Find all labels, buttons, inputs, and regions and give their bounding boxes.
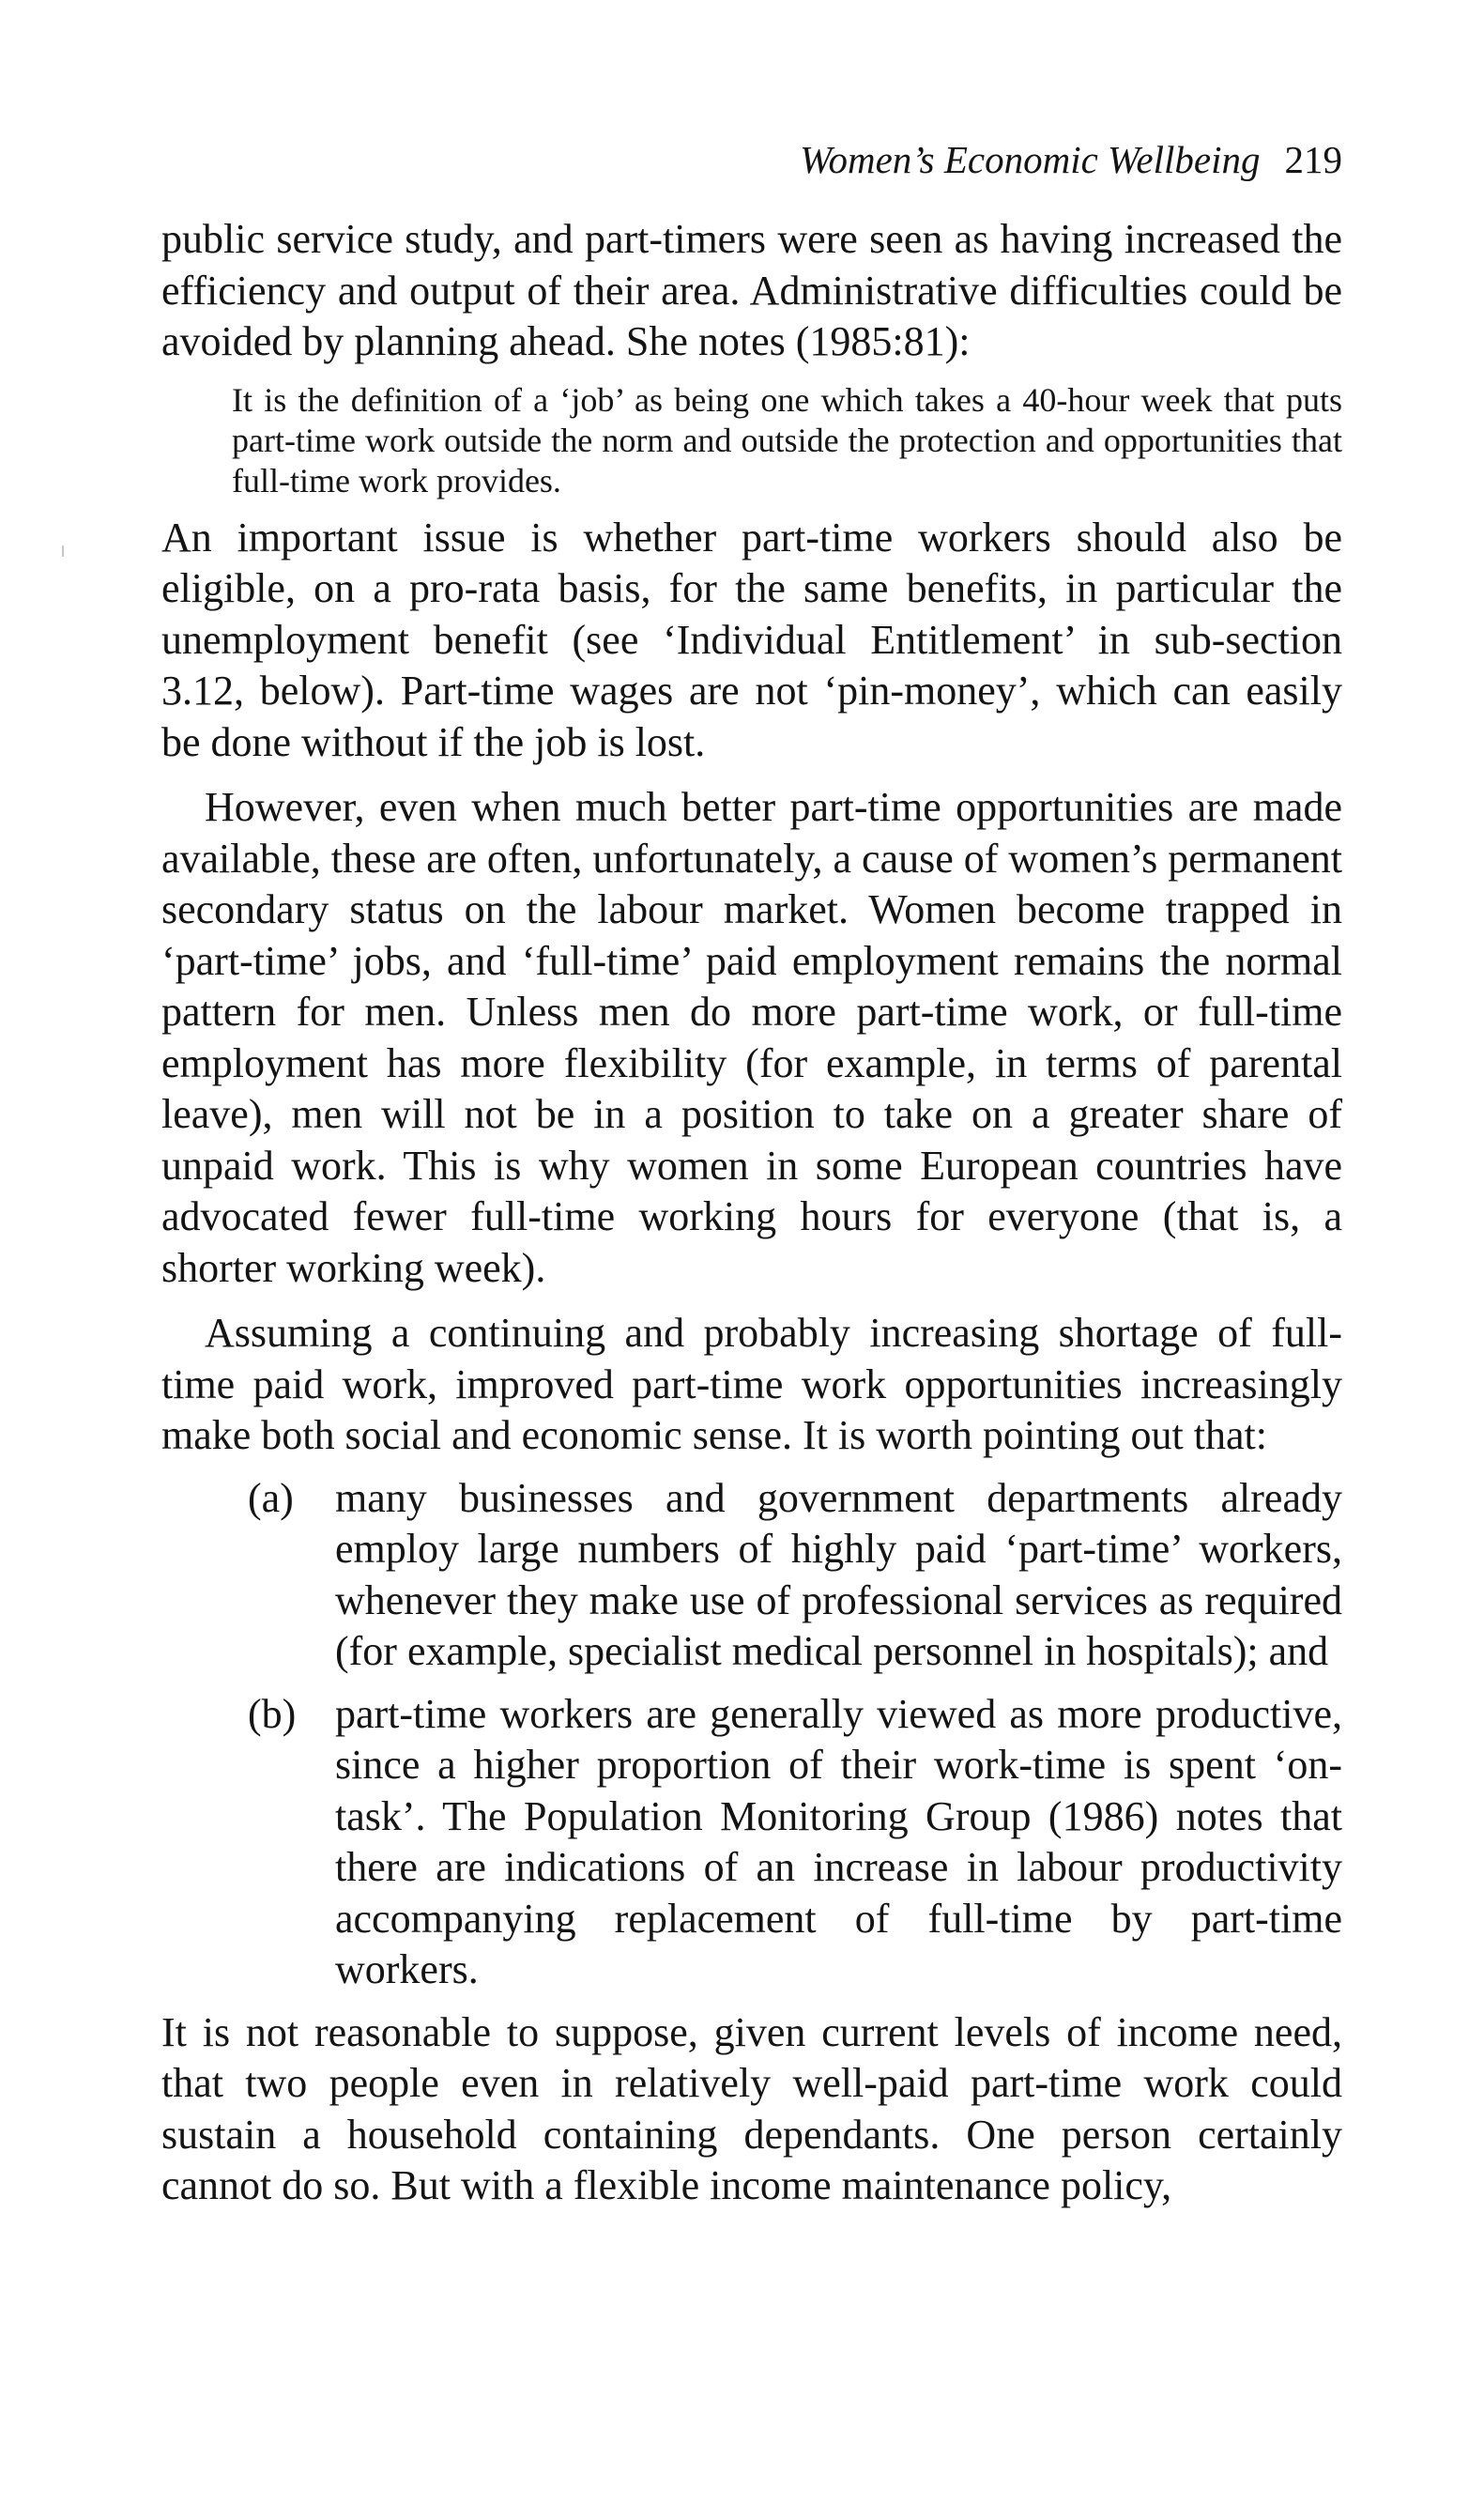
paragraph-part-time-benefits: An important issue is whether part-time workers should also be eligible, on a pro-rata basis, for the same benefits, in particular the unemployment benefit (see ‘Individual Entitlement’ in sub-section 3.12, below). Part-time wages are not ‘pin-money’, which can easily be done without if the job is lost. [161, 514, 1342, 765]
list-marker: (b) [248, 1690, 297, 1737]
block-quote: It is the definition of a ‘job’ as being one which takes a 40-hour week that puts part-time work outside the norm and outside the protection and opportunities that full-time work provides. [232, 380, 1342, 499]
list-item [161, 1473, 1342, 1678]
paragraph-shortage: Assuming a continuing and probably increasing shortage of full-time paid work, improved part-time work opportunities increasingly make both social and economic sense. It is worth pointing out that: [161, 1310, 1342, 1458]
paragraph-continued: public service study, and part-timers were seen as having increased the efficiency and output of their area. Administrative difficulties could be avoided by planning ahead. She notes (1985:81): [161, 216, 1342, 364]
list-item [161, 1689, 1342, 1996]
enumerated-list [161, 1473, 1342, 1996]
list-item-text: part-time workers are generally viewed as more productive, since a higher proportion of their work-time is spent ‘on-task’. The Population Monitoring Group (1986) notes that there are indications of an increase in labour productivity accompanying replacement of full-time by part-time workers. [335, 1690, 1342, 1992]
margin-mark [62, 546, 64, 557]
running-head-title: Women’s Economic Wellbeing [800, 138, 1261, 181]
paragraph-secondary-status: However, even when much better part-time opportunities are made available, these are often, unfortunately, a cause of women’s permanent secondary status on the labour market. Women become trapped in ‘part-time’ jobs, and ‘full-time’ paid employment remains the normal pattern for men. Unless men do more part-time work, or full-time employment has more flexibility (for example, in terms of parental leave), men will not be in a position to take on a greater share of unpaid work. This is why women in some European countries have advocated fewer full-time working hours for everyone (that is, a shorter working week). [161, 784, 1342, 1291]
list-marker: (a) [248, 1474, 294, 1521]
running-head [800, 133, 1342, 186]
paragraph-income-need: It is not reasonable to suppose, given current levels of income need, that two people even in relatively well-paid part-time work could sustain a household containing dependants. One person certainly cannot do so. But with a flexible income maintenance policy, [161, 2008, 1342, 2208]
body-text [161, 214, 1342, 2212]
list-item-text: many businesses and government departments already employ large numbers of highly paid ‘part-time’ workers, whenever they make use of professional services as required (for example, specialist medical personnel in hospitals); and [335, 1474, 1342, 1674]
page-number: 219 [1284, 138, 1342, 181]
